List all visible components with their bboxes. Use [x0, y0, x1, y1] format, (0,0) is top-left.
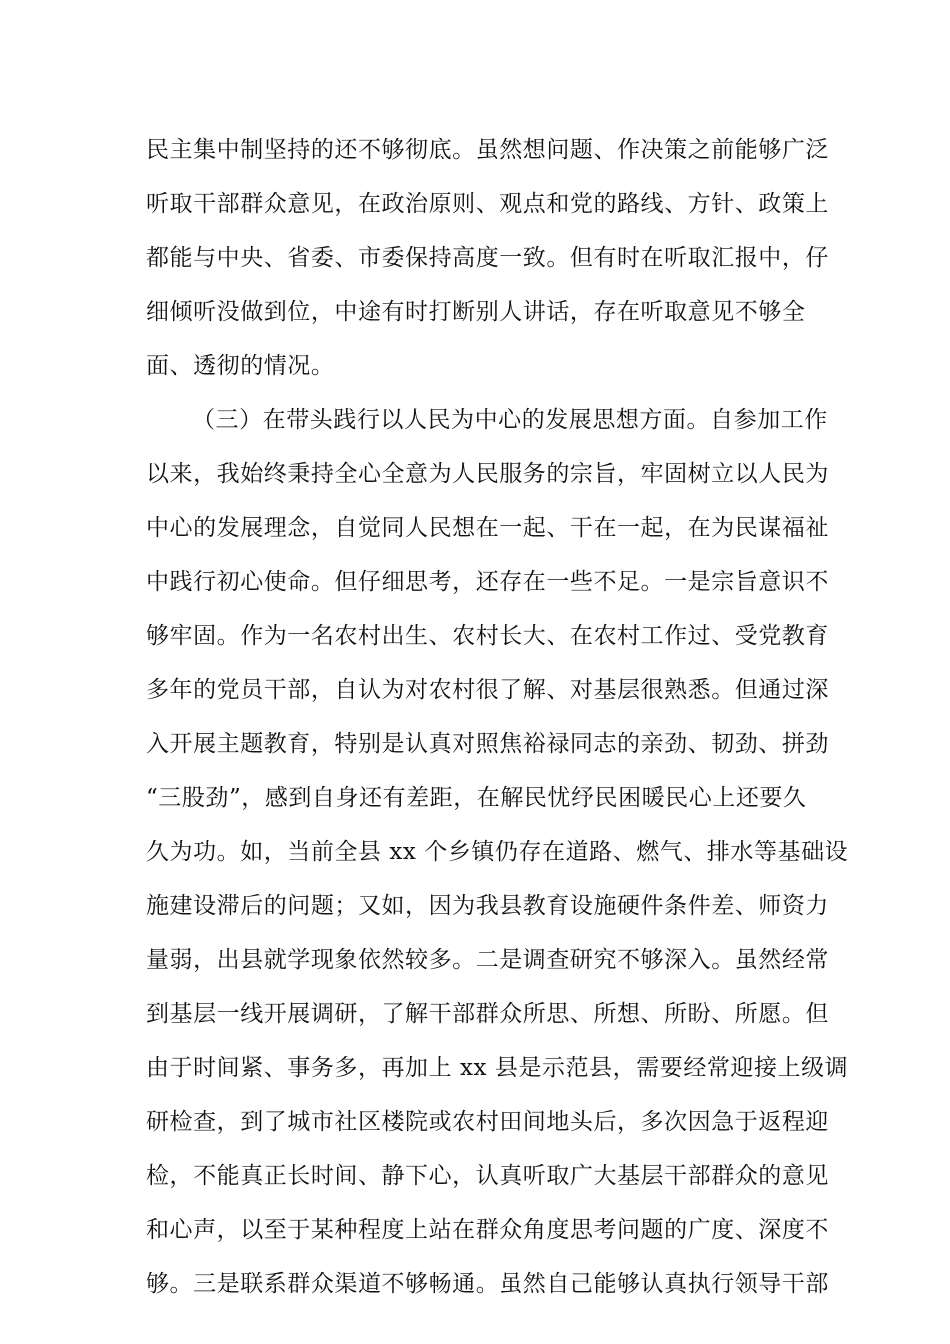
text-line: 量弱，出县就学现象依然较多。二是调查研究不够深入。虽然经常	[146, 947, 829, 973]
text-line: 久为功。如，当前全县 xx 个乡镇仍存在道路、燃气、排水等基础设	[146, 839, 849, 865]
text-line: 多年的党员干部，自认为对农村很了解、对基层很熟悉。但通过深	[146, 677, 829, 703]
text-line: 中践行初心使命。但仔细思考，还存在一些不足。一是宗旨意识不	[146, 569, 829, 595]
text-line: 细倾听没做到位，中途有时打断别人讲话，存在听取意见不够全	[146, 299, 806, 325]
text-line: 由于时间紧、事务多，再加上 xx 县是示范县，需要经常迎接上级调	[146, 1055, 849, 1081]
text-line: 够。三是联系群众渠道不够畅通。虽然自己能够认真执行领导干部	[146, 1271, 829, 1297]
text-line: 和心声，以至于某种程度上站在群众角度思考问题的广度、深度不	[146, 1217, 829, 1243]
text-line: 以来，我始终秉持全心全意为人民服务的宗旨，牢固树立以人民为	[146, 461, 829, 487]
text-line: 到基层一线开展调研，了解干部群众所思、所想、所盼、所愿。但	[146, 1001, 829, 1027]
text-line: 中心的发展理念，自觉同人民想在一起、干在一起，在为民谋福祉	[146, 515, 829, 541]
text-line: 施建设滞后的问题；又如，因为我县教育设施硬件条件差、师资力	[146, 893, 829, 919]
text-line: 研检查，到了城市社区楼院或农村田间地头后，多次因急于返程迎	[146, 1109, 829, 1135]
text-line: 够牢固。作为一名农村出生、农村长大、在农村工作过、受党教育	[146, 623, 829, 649]
text-line: 听取干部群众意见，在政治原则、观点和党的路线、方针、政策上	[146, 191, 829, 217]
body-text	[146, 123, 849, 1311]
text-line: 面、透彻的情况。	[146, 353, 335, 379]
text-line: 检，不能真正长时间、静下心，认真听取广大基层干部群众的意见	[146, 1163, 829, 1189]
text-line: 民主集中制坚持的还不够彻底。虽然想问题、作决策之前能够广泛	[146, 137, 829, 163]
text-line: 都能与中央、省委、市委保持高度一致。但有时在听取汇报中，仔	[146, 245, 829, 271]
section-heading-line: （三）在带头践行以人民为中心的发展思想方面。自参加工作	[192, 407, 828, 433]
text-line: 入开展主题教育，特别是认真对照焦裕禄同志的亲劲、韧劲、拼劲	[146, 731, 829, 757]
text-line: “三股劲”，感到自身还有差距，在解民忧纾民困暖民心上还要久	[146, 785, 807, 811]
